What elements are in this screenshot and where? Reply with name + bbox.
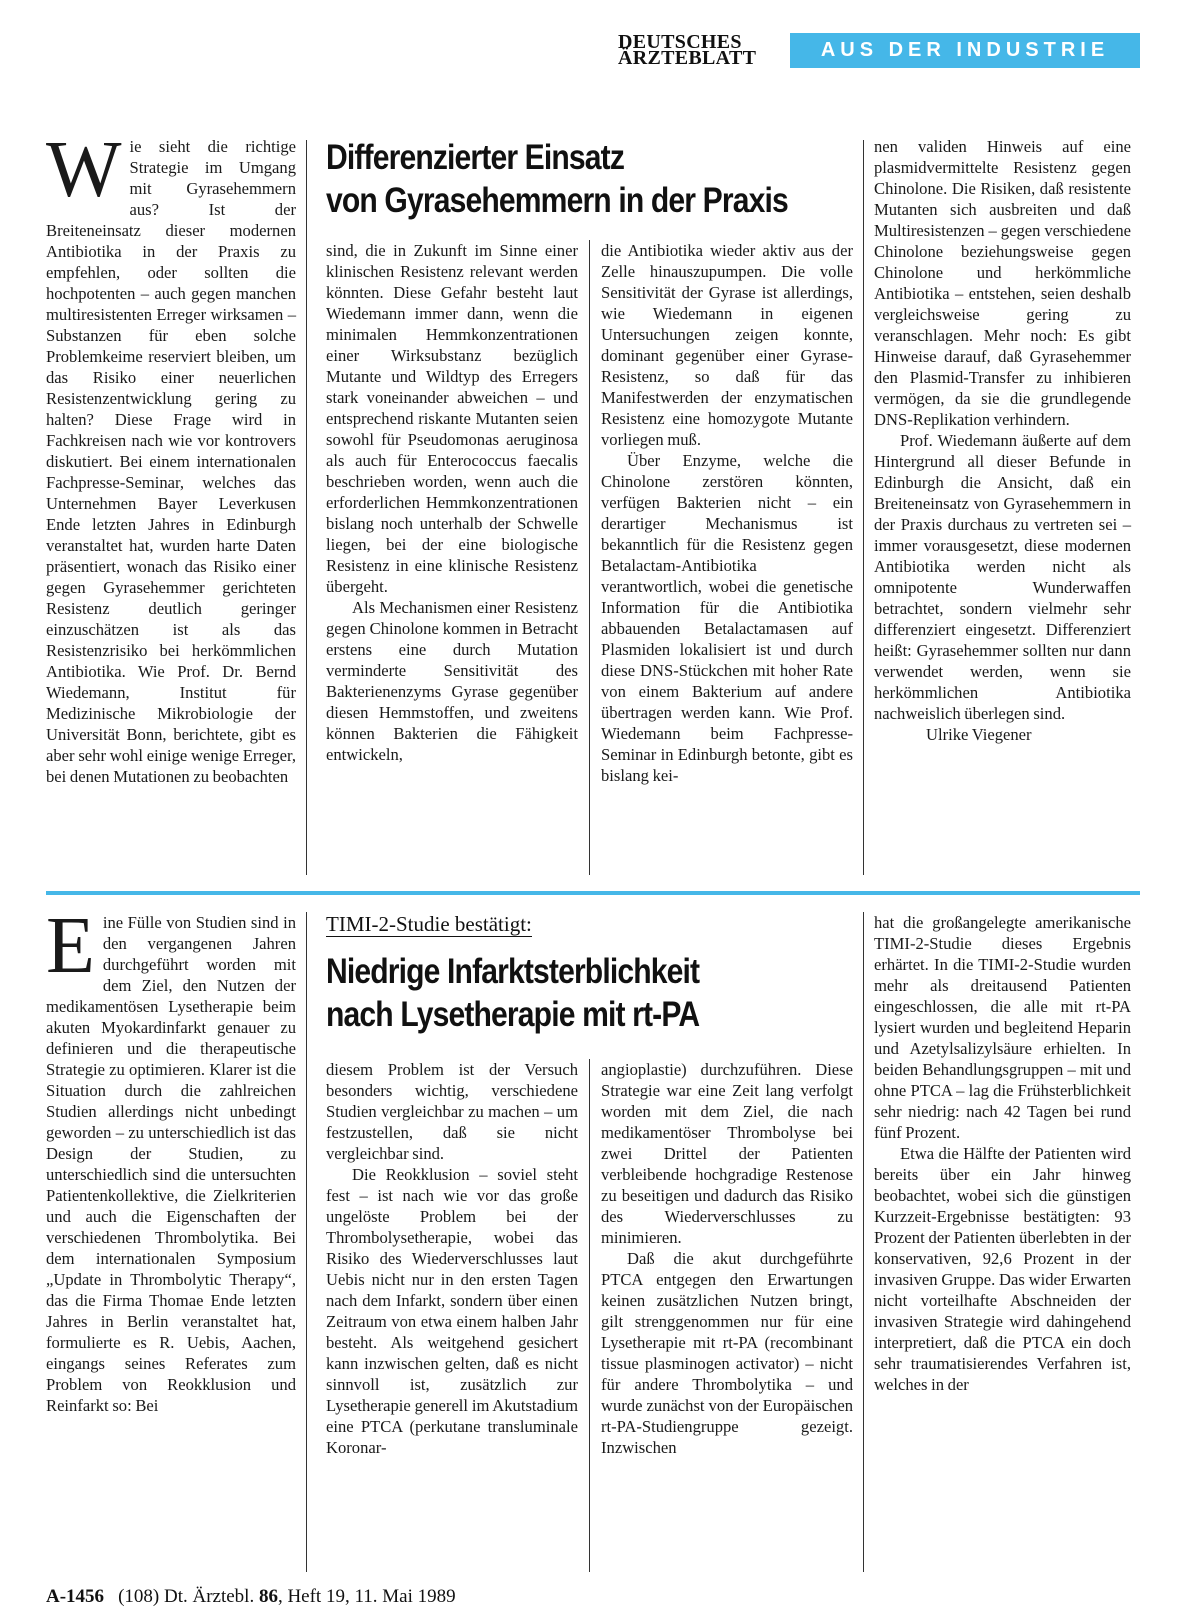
article1-column-4 [874,136,1131,745]
article1-col2-p1: sind, die in Zukunft im Sinne einer klinischen Resistenz relevant werden könnten. Diese Gefahr besteht laut Wiedemann immer dann, wenn die minimalen Hemmkonzentrationen einer Wirksubstanz bezüglich Mutante und Wildtyp des Erregers stark voneinander abweichen – und entsprechend riskante Mutanten seien sowohl für Pseudomonas aeruginosa als auch für Enterococcus faecalis beschrieben worden, wenn auch die erforderlichen Hemmkonzentrationen bislang noch unterhalb der Schwelle liegen, bei der eine biologische Resistenz in eine klinische Resistenz übergeht. [326,241,578,596]
article1-dropcap: W [46,126,122,214]
article2-col2-p1: diesem Problem ist der Versuch besonders wichtig, verschiedene Studien vergleichbar zu machen – um festzustellen, daß sie nicht vergleichbar sind. [326,1060,578,1163]
article1-headline [326,136,788,222]
article1-headline-line1: Differenzierter Einsatz [326,138,625,177]
article2-col3-p2: Daß die akut durchgeführte PTCA entgegen den Erwartungen keinen zusätzlichen Nutzen bringt, gilt strenggenommen nur für eine Lysetherapie mit rt-PA (recombinant tissue plasminogen activator) – nicht für andere Thrombolytika – und wurde zunächst von der Europäischen rt-PA-Studiengruppe gezeigt. Inzwischen [601,1249,853,1457]
publication-masthead [618,31,778,69]
masthead-line-2: ÄRZTEBLATT [618,47,757,69]
citation-journal: (108) Dt. Ärztebl. [118,1586,255,1607]
article1-col4-p2: Prof. Wiedemann äußerte auf dem Hintergrund all dieser Befunde in Edinburgh die Ansicht, daß ein Breiteneinsatz von Gyrasehemmern in der Praxis durchaus zu vertreten sei – immer vorausgesetzt, diese modernen Antibiotika werden nicht als omnipotente Wunderwaffen betrachtet, sondern vielmehr sehr differenziert eingesetzt. Differenziert heißt: Gyrasehemmer sollten nur dann verwendet werden, wenn sie herkömmlichen Antibiotika nachweislich überlegen sind. [874,431,1131,723]
article1-col3-p2: Über Enzyme, welche die Chinolone zerstören könnten, verfügen Bakterien nicht – ein derartiger Mechanismus ist bekanntlich für die Resistenz gegen Betalactam-Antibiotika verantwortlich, wobei die genetische Information für die Antibiotika abbauenden Betalactamasen auf Plasmiden lokalisiert ist und durch diese DNS-Stückchen mit hoher Rate von einem Bakterium auf andere übertragen werden kann. Wie Prof. Wiedemann beim Fachpresse-Seminar in Edinburgh betonte, gibt es bislang kei- [601,451,853,785]
article2-col3-p1: angioplastie) durchzuführen. Diese Strategie war eine Zeit lang verfolgt worden mit dem Ziel, die nach medikamentöser Thrombolyse bei zwei Drittel der Patienten verbleibende hochgradige Restenose zu beseitigen und dadurch das Risiko des Wiederverschlusses zu minimieren. [601,1060,853,1247]
column-divider [863,912,864,1572]
article2-dropcap: E [46,902,95,990]
article2-col4-p2: Etwa die Hälfte der Patienten wird bereits über ein Jahr hinweg beobachtet, wobei sich die günstigen Kurzzeit-Ergebnisse bestätigten: 93 Prozent der Patienten überlebten in der konservativen, 92,6 Prozent in der invasiven Gruppe. Das wider Erwarten nicht vorteilhafte Abschneiden der invasiven Strategie wird dahingehend interpretiert, daß die PTCA ein doch sehr traumatisierendes Verfahren ist, welches in der [874,1144,1131,1394]
article2-col2-p2: Die Reokklusion – soviel steht fest – ist nach wie vor das große ungelöste Problem bei der Thrombolysetherapie, wobei das Risiko des Wiederverschlusses laut Uebis nicht nur in den ersten Tagen nach dem Infarkt, sondern über einen Zeitraum von etwa einem halben Jahr besteht. Als weitgehend gesichert kann inzwischen gelten, daß es nicht sinnvoll ist, zusätzlich zur Lysetherapie generell im Akutstadium eine PTCA (perkutane transluminale Koronar- [326,1165,578,1457]
column-divider [589,1059,590,1572]
article1-col1-text: ie sieht die richtige Strategie im Umgang mit Gyrasehemmern aus? Ist der Breiteneinsatz dieser modernen Antibiotika in der Praxis zu empfehlen, oder sollten die hochpotenten – auch gegen manchen multiresistenten Erreger wirksamen – Substanzen für eben solche Problemkeime reserviert bleiben, um das Risiko einer neuerlichen Resistenzentwicklung gering zu halten? Diese Frage wird in Fachkreisen nach wie vor kontrovers diskutiert. Bei einem internationalen Fachpresse-Seminar, welches das Unternehmen Bayer Leverkusen Ende letzten Jahres in Edinburgh veranstaltet hat, wurden harte Daten präsentiert, wonach das Risiko einer gegen Gyrasehemmer gerichteten Resistenz deutlich geringer einzuschätzen ist als das Resistenzrisiko bei herkömmlichen Antibiotika. Wie Prof. Dr. Bernd Wiedemann, Institut für Medizinische Mikrobiologie der Universität Bonn, berichtete, gibt es aber sehr wohl einige wenige Erreger, bei denen Mutationen zu beobachten [46,137,296,786]
article1-col2-p2: Als Mechanismen einer Resistenz gegen Chinolone kommen in Betracht erstens eine durch Mutation verminderte Sensitivität des Bakterienenzyms Gyrase gegenüber diesen Hemmstoffen, und zweitens können Bakterien die Fähigkeit entwickeln, [326,598,578,764]
article2-column-2 [326,1059,578,1458]
page-footer [46,1586,456,1608]
citation-volume: 86 [258,1586,278,1607]
citation-issue: , Heft 19, 11. Mai 1989 [277,1586,456,1607]
article1-column-2 [326,240,578,765]
article1-headline-line2: von Gyrasehemmern in der Praxis [326,181,788,220]
article2-kicker: TIMI-2-Studie bestätigt: [326,912,532,936]
masthead-line-1: DEUTSCHES [618,31,742,53]
article2-headline-line1: Niedrige Infarktsterblichkeit [326,952,700,991]
article1-column-1 [46,126,296,787]
article2-headline-line2: nach Lysetherapie mit rt-PA [326,995,700,1034]
column-divider [306,912,307,1572]
article2-column-1 [46,902,296,1416]
article1-author: Ulrike Viegener [926,725,1032,744]
article2-column-4 [874,912,1131,1395]
section-label: AUS DER INDUSTRIE [790,33,1140,68]
article1-column-3 [601,240,853,786]
article-separator [46,891,1140,895]
article1-col3-p1: die Antibiotika wieder aktiv aus der Zelle hinauszupumpen. Die volle Sensitivität der Gyrase ist allerdings, wie Wiedemann in eigenen Untersuchungen zeigen konnte, dominant gegenüber einer Gyrase-Resistenz, so daß für das Manifestwerden der enzymatischen Resistenz eine homozygote Mutante vorliegen muß. [601,241,853,449]
column-divider [863,140,864,875]
page-number: A-1456 [46,1586,105,1607]
article2-headline [326,950,699,1036]
column-divider [306,140,307,875]
article1-col4-p1: nen validen Hinweis auf eine plasmidvermittelte Resistenz gegen Chinolone. Die Risiken, daß resistente Mutanten sich ausbreiten und daß Multiresistenzen – gegen verschiedene Chinolone beziehungsweise gegen Chinolone und herkömmliche Antibiotika – entstehen, seien deshalb vergleichsweise gering zu veranschlagen. Mehr noch: Es gibt Hinweise darauf, daß Gyrasehemmer den Plasmid-Transfer zu inhibieren vermögen, da sie die grundlegende DNS-Replikation verhindern. [874,137,1131,429]
column-divider [589,240,590,875]
article2-col1-text: ine Fülle von Studien sind in den vergangenen Jahren durchgeführt worden mit dem Ziel, den Nutzen der medikamentösen Lysetherapie beim akuten Myokardinfarkt genauer zu definieren und die therapeutische Strategie zu optimieren. Klarer ist die Situation durch die zahlreichen Studien allerdings nicht unbedingt geworden – zu unterschiedlich ist das Design der Studien, zu unterschiedlich sind die untersuchten Patientenkollektive, die Zielkriterien und auch die Eigenschaften der verschiedenen Thrombolytika. Bei dem internationalen Symposium „Update in Thrombolytic Therapy“, das die Firma Thomae Ende letzten Jahres in Berlin veranstaltet hat, formulierte es R. Uebis, Aachen, eingangs seines Referates zum Problem von Reokklusion und Reinfarkt so: Bei [46,913,296,1415]
article2-column-3 [601,1059,853,1458]
article2-col4-p1: hat die großangelegte amerikanische TIMI-2-Studie dieses Ergebnis erhärtet. In die TIMI-2-Studie wurden mehr als dreitausend Patienten eingeschlossen, die alle mit rt-PA lysiert wurden und begleitend Heparin und Azetylsalizylsäure erhielten. In beiden Behandlungsgruppen – mit und ohne PTCA – lag die Frühsterblichkeit sehr niedrig: nach 42 Tagen bei rund fünf Prozent. [874,913,1131,1142]
